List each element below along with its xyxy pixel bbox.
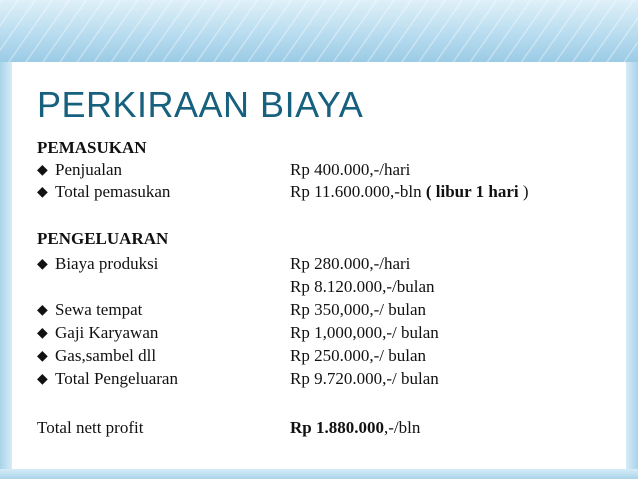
left-border: [0, 62, 12, 479]
diagonal-pattern: [0, 0, 638, 62]
total-pengeluaran-value: Rp 9.720.000,-/ bulan: [290, 369, 439, 388]
slide-title: PERKIRAAN BIAYA: [37, 84, 364, 125]
diamond-bullet-icon: ◆: [37, 185, 48, 200]
diamond-bullet-icon: ◆: [37, 163, 48, 178]
right-border: [626, 62, 638, 479]
gas-sambel-value: Rp 250.000,-/ bulan: [290, 346, 426, 365]
top-decorative-band: [0, 0, 638, 62]
penjualan-value: Rp 400.000,-/hari: [290, 160, 411, 179]
total-pengeluaran-label: Total Pengeluaran: [55, 369, 178, 388]
gaji-karyawan-label: Gaji Karyawan: [55, 323, 159, 342]
total-nett-profit-value: [290, 418, 420, 438]
pemasukan-heading-text: PEMASUKAN: [37, 138, 147, 157]
gas-sambel-label: Gas,sambel dll: [55, 346, 157, 365]
total-pemasukan-label: Total pemasukan: [55, 182, 171, 201]
pengeluaran-heading-text: PENGELUARAN: [37, 229, 169, 248]
penjualan-label: Penjualan: [55, 160, 123, 179]
total-nett-profit-label: Total nett profit: [37, 418, 144, 437]
biaya-produksi-label: Biaya produksi: [55, 254, 159, 273]
bottom-border: [0, 469, 638, 479]
diamond-bullet-icon: ◆: [37, 257, 48, 272]
nett-profit-unit: ,-/bln: [383, 418, 421, 437]
diamond-bullet-icon: ◆: [37, 349, 48, 364]
biaya-produksi-value: Rp 280.000,-/hari: [290, 254, 411, 273]
diamond-bullet-icon: ◆: [37, 326, 48, 341]
gaji-karyawan-value: Rp 1,000,000,-/ bulan: [290, 323, 439, 342]
pengeluaran-heading: [37, 229, 168, 251]
paren-close: ): [518, 182, 529, 201]
libur-note: libur 1 hari: [435, 182, 519, 201]
sewa-tempat-value: Rp 350,000,-/ bulan: [290, 300, 426, 319]
total-pemasukan-amount: Rp 11.600.000,-bln: [290, 182, 426, 201]
diamond-bullet-icon: ◆: [37, 372, 48, 387]
pemasukan-heading: [37, 138, 147, 160]
nett-profit-amount: Rp 1.880.000: [290, 418, 384, 437]
total-pemasukan-value: [290, 182, 529, 202]
paren-open: (: [425, 182, 436, 201]
sewa-tempat-label: Sewa tempat: [55, 300, 143, 319]
diamond-bullet-icon: ◆: [37, 303, 48, 318]
biaya-produksi-monthly-value: Rp 8.120.000,-/bulan: [290, 277, 435, 296]
